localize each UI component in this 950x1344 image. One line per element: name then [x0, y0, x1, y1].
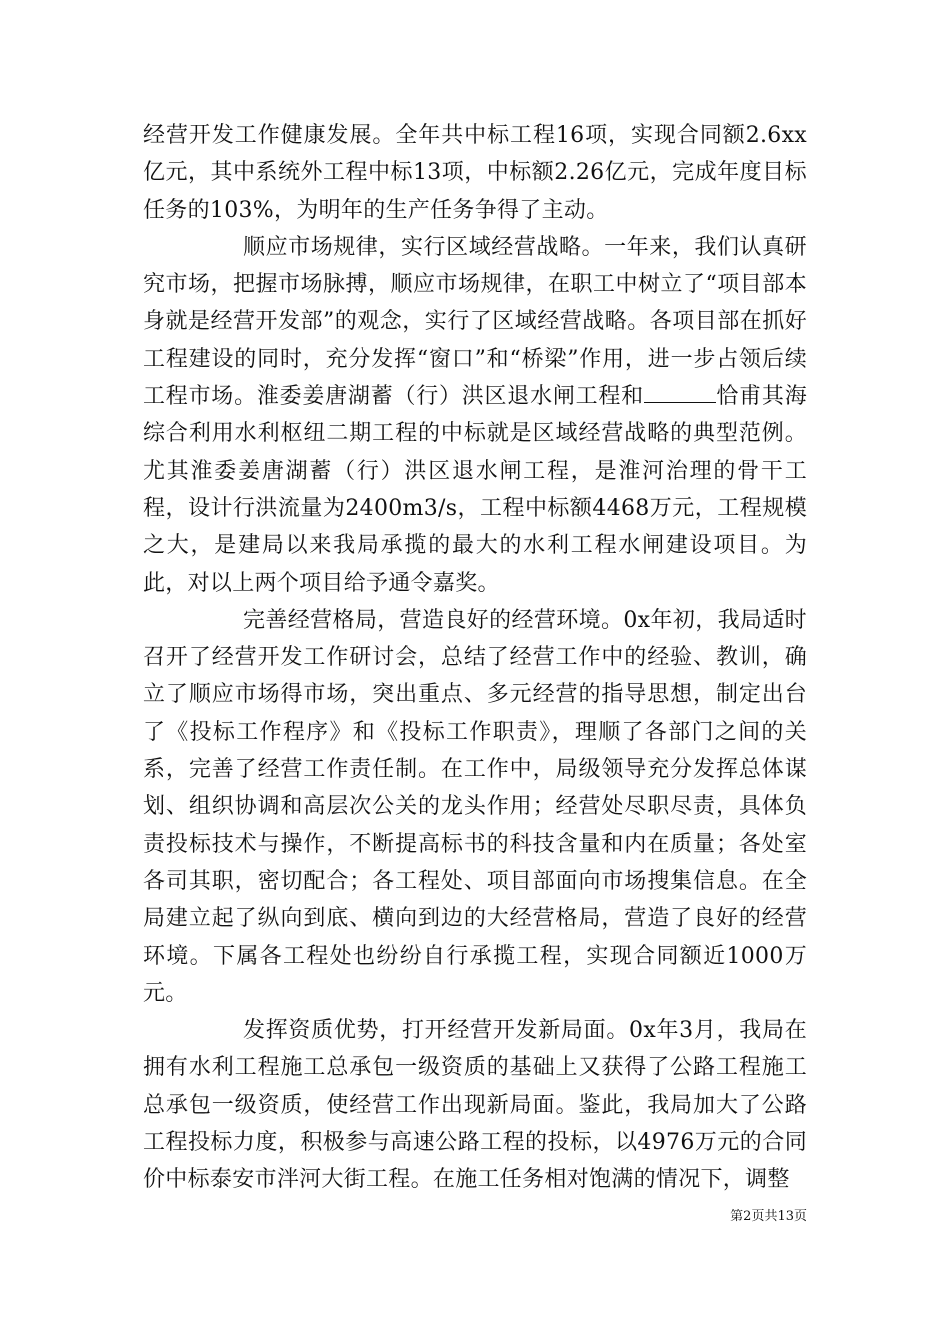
- document-body: [143, 117, 807, 1199]
- paragraph-1: 经营开发工作健康发展。全年共中标工程16项，实现合同额2.6xx亿元，其中系统外工程中标13项，中标额2.26亿元，完成年度目标任务的103%，为明年的生产任务争得了主动。: [143, 123, 807, 223]
- page-number-footer: 第2页共13页: [730, 1209, 807, 1224]
- paragraph-3: 完善经营格局，营造良好的经营环境。0x年初，我局适时召开了经营开发工作研讨会，总结了经营工作中的经验、教训，确立了顺应市场得市场，突出重点、多元经营的指导思想，制定出台了《投标工作程序》和《投标工作职责》，理顺了各部门之间的关系，完善了经营工作责任制。在工作中，局级领导充分发挥总体谋划、组织协调和高层次公关的龙头作用；经营处尽职尽责，具体负责投标技术与操作，不断提高标书的科技含量和内在质量；各处室各司其职，密切配合；各工程处、项目部面向市场搜集信息。在全局建立起了纵向到底、横向到边的大经营格局，营造了良好的经营环境。下属各工程处也纷纷自行承揽工程，实现合同额近1000万元。: [143, 607, 807, 1006]
- paragraph-2: [143, 229, 807, 602]
- fill-in-blank-line: [644, 386, 716, 403]
- paragraph-2-part-b: 恰甫其海综合利用水利枢纽二期工程的中标就是区域经营战略的典型范例。尤其淮委姜唐湖蓄（行）洪区退水闸工程，是淮河治理的骨干工程，设计行洪流量为2400m3/s，工程中标额4468万元，工程规模之大，是建局以来我局承揽的最大的水利工程水闸建设项目。为此，对以上两个项目给予通令嘉奖。: [143, 384, 807, 596]
- paragraph-4: 发挥资质优势，打开经营开发新局面。0x年3月，我局在拥有水利工程施工总承包一级资质的基础上又获得了公路工程施工总承包一级资质，使经营工作出现新局面。鉴此，我局加大了公路工程投标力度，积极参与高速公路工程的投标，以4976万元的合同价中标泰安市泮河大街工程。在施工任务相对饱满的情况下，调整: [143, 1018, 807, 1193]
- paragraph-2-part-a: 顺应市场规律，实行区域经营战略。一年来，我们认真研究市场，把握市场脉搏，顺应市场规律，在职工中树立了“项目部本身就是经营开发部”的观念，实行了区域经营战略。各项目部在抓好工程建设的同时，充分发挥“窗口”和“桥梁”作用，进一步占领后续工程市场。淮委姜唐湖蓄（行）洪区退水闸工程和: [143, 234, 807, 410]
